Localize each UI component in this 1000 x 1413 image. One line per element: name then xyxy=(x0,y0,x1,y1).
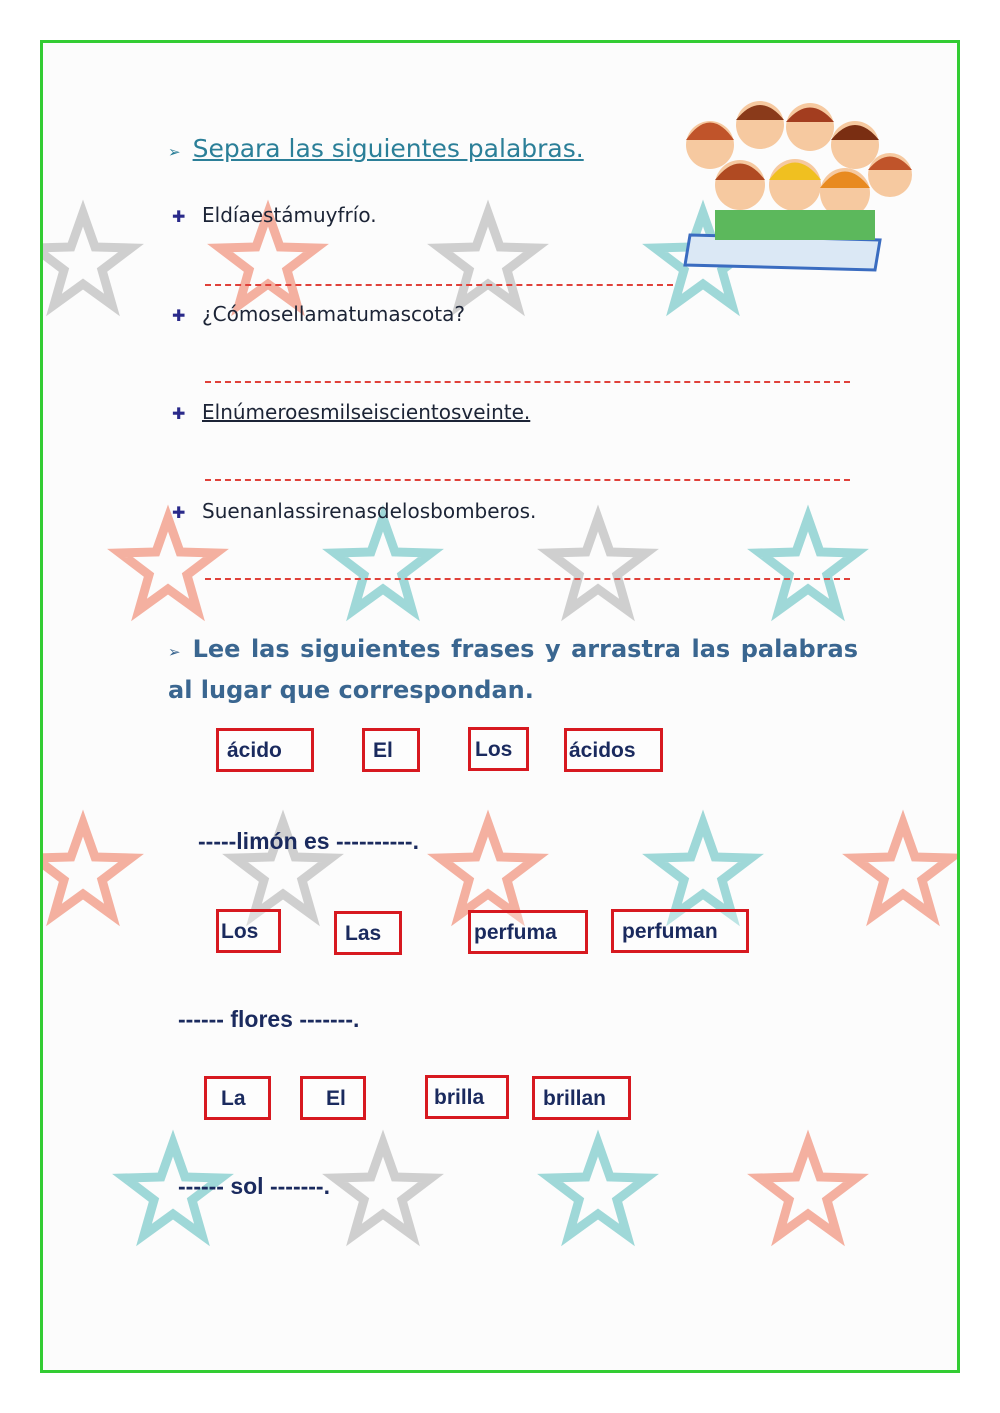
draggable-word[interactable]: brilla xyxy=(425,1075,509,1119)
star-icon xyxy=(655,823,751,915)
section1-heading xyxy=(168,134,584,163)
draggable-word[interactable]: Las xyxy=(334,911,402,955)
star-icon xyxy=(43,823,131,915)
draggable-word[interactable]: La xyxy=(204,1076,271,1120)
arrow-bullet-icon: ➢ xyxy=(168,643,181,661)
answer-line[interactable] xyxy=(205,479,850,481)
star-icon xyxy=(335,518,431,610)
down-arrow-bullet-icon: ✚ xyxy=(172,503,186,522)
down-arrow-bullet-icon: ✚ xyxy=(172,404,186,423)
draggable-word[interactable]: ácido xyxy=(216,728,314,772)
drop-sentence[interactable]: -----limón es ----------. xyxy=(198,828,419,854)
answer-line[interactable] xyxy=(205,381,850,383)
star-icon xyxy=(120,518,216,610)
star-icon xyxy=(440,213,536,305)
children-reading-illustration xyxy=(660,85,925,275)
drop-sentence[interactable]: ------ sol -------. xyxy=(178,1173,330,1199)
star-icon xyxy=(760,518,856,610)
sentence-item xyxy=(172,400,530,424)
down-arrow-bullet-icon: ✚ xyxy=(172,207,186,226)
sentence-item xyxy=(172,203,377,227)
star-icon xyxy=(550,518,646,610)
sentence-item xyxy=(172,302,465,326)
star-icon xyxy=(760,1143,856,1235)
draggable-word[interactable]: ácidos xyxy=(564,728,663,772)
answer-line[interactable] xyxy=(205,578,850,580)
drop-sentence[interactable]: ------ flores -------. xyxy=(178,1006,360,1032)
sentence-item xyxy=(172,499,536,523)
star-icon xyxy=(550,1143,646,1235)
draggable-word[interactable]: El xyxy=(300,1076,366,1120)
section2-heading xyxy=(168,630,858,709)
answer-line[interactable] xyxy=(205,284,673,286)
draggable-word[interactable]: perfuman xyxy=(611,909,749,953)
sentence-text: ¿Cómosellamatumascota? xyxy=(202,302,465,326)
star-icon xyxy=(335,1143,431,1235)
draggable-word[interactable]: El xyxy=(362,728,420,772)
section2-title: Lee las siguientes frases y arrastra las palabras al lugar que correspondan. xyxy=(168,635,858,704)
star-icon xyxy=(440,823,536,915)
sentence-text: Elnúmeroesmilseiscientosveinte. xyxy=(202,400,531,424)
star-icon xyxy=(855,823,951,915)
section1-title: Separa las siguientes palabras. xyxy=(192,134,584,163)
arrow-bullet-icon: ➢ xyxy=(168,143,181,161)
draggable-word[interactable]: perfuma xyxy=(468,910,588,954)
sentence-text: Eldíaestámuyfrío. xyxy=(202,203,377,227)
draggable-word[interactable]: Los xyxy=(216,909,281,953)
down-arrow-bullet-icon: ✚ xyxy=(172,306,186,325)
draggable-word[interactable]: Los xyxy=(468,727,529,771)
draggable-word[interactable]: brillan xyxy=(532,1076,631,1120)
sentence-text: Suenanlassirenasdelosbomberos. xyxy=(202,499,537,523)
star-icon xyxy=(43,213,131,305)
